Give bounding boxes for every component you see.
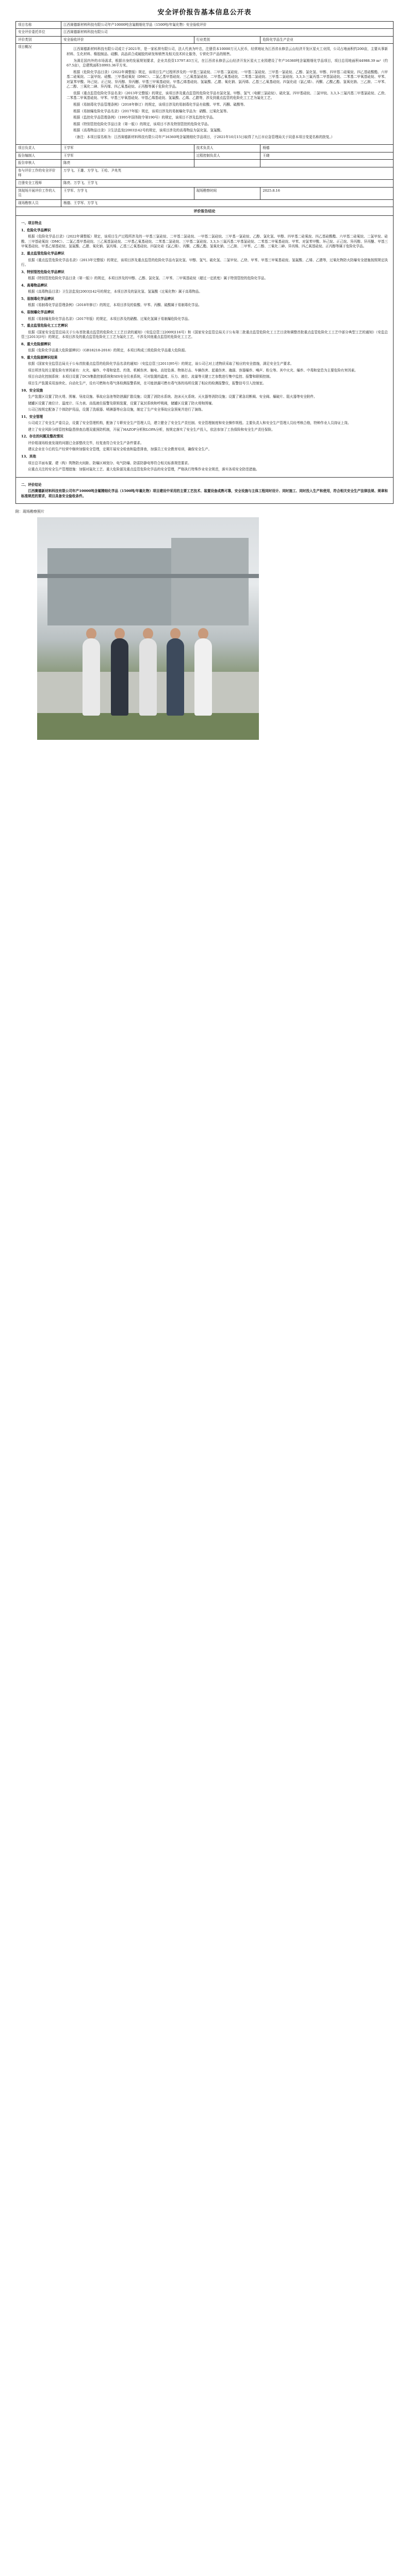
photo-person-head	[198, 628, 208, 639]
summary-paragraph: 建议企业在今后的生产经营中继续加强安全管理，定期开展安全检查和隐患排查，加强员工安全教育培训，确保安全生产。	[28, 447, 212, 452]
conclusion-text: 江西赛德新材料科技有限公司年产10000吨含氟精细化学品（1500吨/年氟化物）项目建设中采用的主要工艺技术、装置设备成熟可靠，安全设施与主体工程同时设计、同时施工、同时投入生产和使用，符合相关安全生产法律法规、规章和标准规范的要求，项目具备安全验收条件。	[21, 489, 388, 498]
summary-content	[16, 216, 394, 477]
summary-subheading: 8、重大危险源辨识	[21, 342, 51, 346]
summary-paragraph: 储罐区设置了液位计、温度计、压力表、高低液位报警及联锁装置，设置了氮封系统和呼吸阀，储罐区设置了防火堤和围堰。	[28, 401, 215, 405]
overview-paragraph: 根据《特别管控危险化学品目录（第一版）》的规定，该项目不涉及特别管控的危险化学品。	[73, 122, 211, 126]
summary-paragraph: 项目总平面布置、建（构）筑物防火间距、防爆区域划分、电气防爆、防雷防静电等符合相关标准规范要求。	[28, 461, 191, 465]
summary-paragraph: 项目生产装置采用连续化、自动化生产，设有可燃和有毒气体检测报警系统，在可能泄漏可燃有毒气体的场所设置了相应的检测报警仪，报警信号引入控制室。	[28, 381, 266, 385]
summary-section-title: 评价报告结论	[16, 207, 394, 216]
overview-paragraph: 根据《易制爆危险化学品名录》（2017年版）规定，该项目涉及的易制爆化学品为：硝酸、过氧化氢等。	[73, 109, 230, 113]
summary-paragraph: 依据《国家安全监管总局关于公布首批重点监管的危险化学品名录的通知》（安监总管三[2011]95号）的规定，该公司已对上述物质采取了相应的安全措施，满足安全生产要求。	[28, 362, 294, 366]
site-photo	[37, 517, 259, 740]
role-label: 项目负责人	[16, 145, 61, 152]
technical-staff-label: 注册安全工程师	[16, 179, 61, 187]
summary-subheading: 13、其他	[21, 454, 36, 459]
role-label: 技术负责人	[194, 145, 260, 152]
person-name: 王学军	[61, 152, 194, 160]
photo-person-head	[170, 628, 181, 639]
person-name: 王晓	[260, 152, 394, 160]
summary-paragraph: 公司已按规定配备了个体防护用品，设置了洗眼器、喷淋器等应急设施，制定了生产安全事故应急预案并进行了演练。	[28, 408, 205, 412]
photo-person	[139, 638, 157, 716]
summary-paragraph: 生产装置区设置了防火堤、围堰、导流设施、事故应急池等防泄漏扩散设施；设置了消防水系统、泡沫灭火系统、灭火器等消防设施；设置了紧急切断阀、安全阀、爆破片、阻火器等安全附件。	[28, 395, 317, 399]
summary-paragraph: 根据《特别管控危险化学品目录（第一版）》的规定，本项目涉及的甲醇、乙醇、氯化氢、二甲苯、二甲氧基硅烷（超过一定浓度）属于特别管控的危险化学品。	[28, 276, 268, 281]
photo-person	[83, 638, 100, 716]
role-label: 报告审核人	[16, 160, 61, 167]
overview-paragraph: 根据《易制毒化学品管理条例》（2018年修订）的规定，该项目涉及的易制毒化学品有盐酸、甲苯、丙酮、硫酸等。	[73, 102, 247, 107]
photo-person	[194, 638, 212, 716]
person-name	[260, 160, 394, 167]
unit-name-label: 安全评价委托单位	[16, 29, 61, 37]
summary-paragraph: 建立了安全风险分级管控和隐患排查治理双重预防机制，开展了HAZOP分析和LOPA分析，按规定落实了安全生产投入，依法参加了工伤保险和安全生产责任保险。	[28, 427, 275, 432]
summary-paragraph: 项目所涉及的主要危险有害因素有：火灾、爆炸、中毒和窒息、灼烫、机械伤害、触电、高处坠落、物体打击、车辆伤害、起重伤害、淹溺、容器爆炸、噪声、粉尘等。其中火灾、爆炸、中毒和窒息为主要危险有害因素。	[28, 368, 358, 372]
role-label	[194, 160, 260, 167]
professional-label: 现场勘察人员	[16, 199, 61, 207]
project-name-label: 项目名称	[16, 21, 61, 29]
summary-subheading: 1、危险化学品辨识	[21, 228, 51, 232]
summary-subheading: 5、易制毒化学品辨识	[21, 296, 54, 301]
photo-person-head	[114, 628, 125, 639]
overview-paragraph: 根据《高毒物品目录》卫生法监发[2003]142号的规定，该项目涉及的高毒物品为氯化氢、氢氟酸。	[73, 128, 224, 133]
summary-paragraph: 依据《危险化学品重大危险源辨识》（GB18218-2018）的规定，本项目构成三级危险化学品重大危险源。	[28, 348, 188, 353]
summary-subheading: 2、重点监管危险化学品辨识	[21, 251, 64, 256]
conclusion-content	[16, 477, 394, 504]
summary-paragraph: 根据《危险化学品目录》（2022年调整版）规定，该项目生产过程所涉及的一甲基三氯硅烷、二甲基二氯硅烷、一甲基二氯硅烷、三甲基一氯硅烷、乙醇、氯化氢、甲醇、四甲基二硅氧烷、四乙基硅酸酯、六甲基二硅氧烷、二氯甲烷、硅酸、三甲基硅氧烷（DMC）、二氯乙基甲基硅烷、三乙氧基氯硅烷、二甲基乙氧基硅烷、二苯基二氯硅烷、三甲基二氯硅烷、3,3,3-三氟丙基二甲基氯硅烷、二苯基二甲氧基硅烷、甲苯、对氯苯甲酸、环己烷、正己烷、异丙醇、异丙醚、甲基三甲氧基硅烷、甲基乙烯基硅烷、氢氟酸、乙腈、氧化钠、氯丙烯、乙基三乙氧基硅烷、四氯化硅（氯乙烯）、丙酮、乙酸乙酯、氢氧化钠、三乙胺、二甲苯、乙二醇、三氧化二砷、异丙烯、四乙氧基硅烷、正丙醇等属于危险化学品。	[21, 234, 388, 249]
summary-subheading: 7、重点监管危险化工工艺辨识	[21, 324, 68, 328]
photo-building	[47, 548, 171, 625]
site-survey: 王学军、方学飞	[61, 187, 194, 199]
summary-subheading: 11、安全管理	[21, 414, 43, 419]
category-label: 评价类别	[16, 36, 61, 44]
photo-caption: 附：现场勘察照片	[15, 510, 44, 514]
overview-paragraph: 为满足国内外的市场需求，根据自身的发展规划要求，企业共投资13797.83万元，在江西省永修县云山经济开发区星火工业园建设了年产16360吨含氟精细化学品项目，项目总用地面积44988.39 m²（约67.5亩），总建筑面积10993.36平方米。	[67, 58, 388, 68]
role-label: 过程控制负责人	[194, 152, 260, 160]
technical-staff: 陈亮、万学飞、王学飞	[61, 179, 394, 187]
summary-subheading: 10、安全设施	[21, 388, 43, 393]
summary-paragraph: 应重点关注的安全生产管理措施：加强对氟化工艺、重大危险源及重点监管危险化学品的安全管理，严格执行特殊作业安全规范，落实各项安全防范措施。	[28, 467, 259, 472]
summary-paragraph: 根据《高毒物品目录》卫生法监发[2003]142号的规定，本项目涉及的氯化氢、氢氟酸（过氧化物）属于高毒物品。	[28, 290, 203, 294]
overview-label: 项目概况	[16, 44, 61, 145]
industry-label: 行业类别	[194, 36, 260, 44]
photo-pipe-rack	[37, 574, 259, 578]
page	[0, 0, 409, 760]
summary-paragraph: 根据《易制毒化学品管理条例》（2018年修订）的规定，本项目涉及的盐酸、甲苯、丙酮、硫酸属于易制毒化学品。	[28, 303, 202, 308]
site-survey-label: 到现场开展评价工作的人员	[16, 187, 61, 199]
summary-subheading: 4、高毒物品辨识	[21, 283, 47, 287]
overview-paragraph: 根据《危险化学品目录》（2022年调整版）规定，该项目生产过程所涉及的一甲基三氯硅烷、二甲基二氯硅烷、一甲基二氯硅烷、三甲基一氯硅烷、乙醇、氯化氢、甲醇、四甲基二硅氧烷、四乙基硅酸酯、六甲基二硅氧烷、二氯甲烷、硅酸、三甲基硅氧烷（DMC）、二氯乙基甲基硅烷、三乙氧基氯硅烷、二甲基乙氧基硅烷、二苯基二氯硅烷、三甲基二氯硅烷、3,3,3-三氟丙基二甲基氯硅烷、二苯基二甲氧基硅烷、甲苯、对氯苯甲酸、环己烷、正己烷、异丙醇、异丙醚、甲基三甲氧基硅烷、甲基乙烯基硅烷、氢氟酸、乙腈、氧化钠、氯丙烯、乙基三乙氧基硅烷、四氯化硅（氯乙烯）、丙酮、乙酸乙酯、氢氧化钠、三乙胺、二甲苯、乙二醇、三氧化二砷、异丙烯、四乙氧基硅烷、正丙醇等属于危险化学品。	[67, 70, 388, 89]
summary-paragraph: 依据《重点监管危险化学品名录》（2013年完整版）的规定，该项目涉及重点监管的危险化学品有氯化氢、甲醇、氢气、硫化氢、二氯甲烷、乙炔、甲苯、甲基三甲氧基硅烷、氢氟酸、乙烯、乙腈等，过氧化物防火防爆安全措施按照规定执行。	[21, 258, 388, 267]
overview-note: （备注：本项目原名称为：江西赛德新材料科技有限公司年产16360吨含氟精细化学品项目，于2021年10月15日取得了九江市应急管理局关于同意本项目变更名称的批复。）	[73, 134, 335, 139]
photo-person	[111, 638, 128, 716]
survey-time-label: 现场勘察时间	[194, 187, 260, 199]
survey-time: 2025.8.16	[260, 187, 394, 199]
info-table	[15, 21, 394, 504]
overview-paragraph: 江西赛德新材料科技有限公司成立于2021年，是一家私营有限公司，法人代表为叶忠，注册资本10000万元人民币，经营地址为江西省永修县云山经济开发区星火工业园，公司占地面积约200亩，主要从事新材料、生化材料、橡胶制品、硅酮、高品质合成硬胶的研发和销售及相关技术转让服务，专营化学产品的销售。	[67, 47, 388, 57]
summary-paragraph: 根据《易制爆危险化学品名录》（2017年版）的规定，本项目涉及的硝酸、过氧化氢属于易制爆危险化学品。	[28, 316, 191, 321]
summary-subheading: 12、存在的问题及整改情况	[21, 434, 63, 439]
professional: 杨德、王学军、方学飞	[61, 199, 394, 207]
summary-subheading: 6、易制爆化学品辨识	[21, 310, 54, 314]
summary-paragraph: 项目自动化控制系统：本项目设置了DCS集散控制系统和SIS安全仪表系统，可对装置的温度、压力、液位、流量等关键工艺参数进行集中监控、报警和联锁控制。	[28, 375, 273, 379]
overview-paragraph: 依据《重点监管危险化学品名录》（2013年完整版）的规定，该项目涉及重点监管的危险化学品有氯化氢、甲醇、氢气（电解三氯硅烷）、硫化氢、四甲基硅烷、二氯甲烷、3,3,3-三氟丙基二甲基氯硅烷、乙炔、二苯基二甲氧基硅烷、甲苯、甲基三甲氧基硅烷、甲基乙烯基硅烷、氢氟酸、乙烯、乙腈等，涉及到重点监管的危险化工工艺为氟化工艺。	[67, 91, 388, 100]
photo-building	[171, 538, 249, 625]
unit-name: 江西赛德新材料科技有限公司	[61, 29, 394, 37]
photo-person-head	[86, 628, 96, 639]
photo-grass	[37, 713, 259, 740]
project-name: 江西赛德新材料科技有限公司年产10000吨含氟精细化学品（1500吨/年氟化物）安全验收评价	[61, 21, 394, 29]
overview-content	[61, 44, 394, 145]
role-label: 报告编制人	[16, 152, 61, 160]
summary-paragraph: 依据《国家安全监管总局关于公布首批重点监管的危险化工工艺目录的通知》（安监总管三[2009]116号）和《国家安全监管总局关于公布第二批重点监管危险化工工艺目录和调整首批重点监管危险化工工艺中部分典型工艺的通知》（安监总管三[2013]3号）的规定，本项目涉及的重点监管危险化工工艺为氟化工艺，不涉及其他重点监管的危险化工工艺。	[21, 330, 388, 340]
category: 安全验收评价	[61, 36, 194, 44]
summary-paragraph: 评价组现场检查发现的问题已全部整改完毕，经复查符合安全生产条件要求。	[28, 440, 144, 445]
photo-person-head	[143, 628, 153, 639]
participants-label: 参与评价工作的安全评价师	[16, 167, 61, 179]
person-name: 王学军	[61, 145, 194, 152]
summary-subheading: 9、重大危险源辨识结果	[21, 355, 58, 360]
summary-heading: 一、项目特点	[21, 221, 42, 226]
conclusion-heading: 二、评价结论	[21, 482, 42, 487]
person-name: 杨德	[260, 145, 394, 152]
person-name: 陈亮	[61, 160, 194, 167]
page-title: 安全评价报告基本信息公开表	[157, 9, 252, 16]
overview-paragraph: 根据《监控化学品管理条例》（1995年国务院令第190号）的规定，该项目不涉及监控化学品。	[73, 115, 216, 120]
photo-person	[167, 638, 184, 716]
participants: 万学飞、王雄、方学飞、王哈、尹兆英	[61, 167, 394, 179]
industry: 危险化学品生产企业	[260, 36, 394, 44]
summary-subheading: 3、特别管控危险化学品辨识	[21, 269, 64, 274]
summary-paragraph: 公司成立了安全生产委员会，设置了安全管理机构，配备了专职安全生产管理人员，建立健全了安全生产责任制、安全管理制度和安全操作规程。主要负责人和安全生产管理人员经考核合格，特种作业人员持证上岗。	[28, 421, 351, 426]
summary-items	[21, 228, 388, 472]
